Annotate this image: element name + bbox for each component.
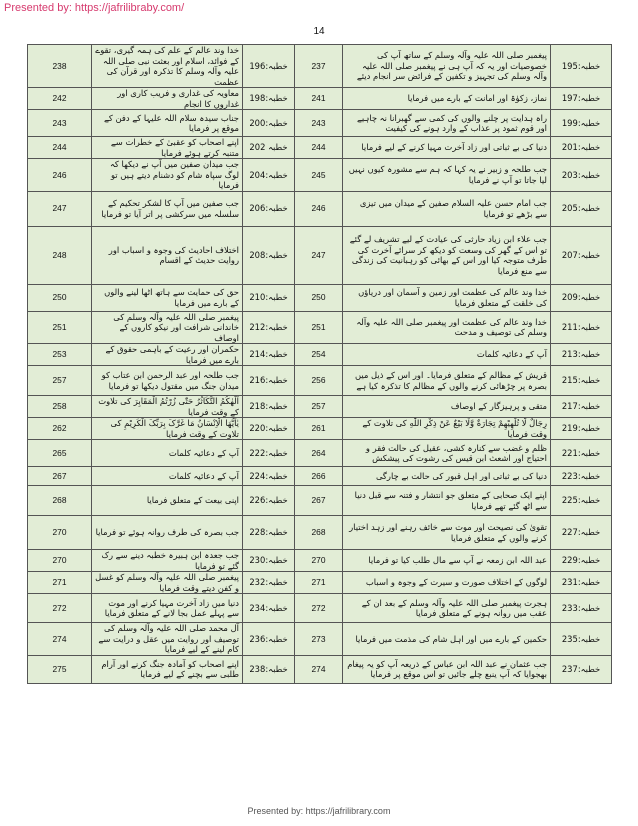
page-number-right: 274: [28, 623, 92, 656]
toc-row: [28, 467, 612, 486]
page-number-left: 261: [295, 418, 343, 440]
title-right: جب میدان صفین میں آپ نے دیکھا کہ لوگ سپاہ شام کو دشنام دیتے ہیں تو فرمایا: [92, 159, 243, 192]
khutba-right: خطبہ:236: [243, 623, 295, 656]
title-left: خدا وند عالم کی عظمت اور زمین و آسمان اور دریاؤں کی خلقت کے متعلق فرمایا: [343, 284, 551, 311]
page-number-left: 246: [295, 191, 343, 226]
title-right: جب بصرہ کی طرف روانہ ہوئے تو فرمایا: [92, 516, 243, 550]
page-number-left: 250: [295, 284, 343, 311]
khutba-right: خطبہ:210: [243, 284, 295, 311]
page-number-right: 268: [28, 486, 92, 516]
page-number-right: 243: [28, 110, 92, 137]
khutba-left: خطبہ:221: [551, 440, 612, 467]
title-right: آپ کے دعائیہ کلمات: [92, 440, 243, 467]
toc-row: [28, 311, 612, 344]
page-number-right: 238: [28, 45, 92, 88]
khutba-left: خطبہ:201: [551, 137, 612, 159]
khutba-right: خطبہ:226: [243, 486, 295, 516]
khutba-right: خطبہ:234: [243, 594, 295, 623]
title-right: اپنے اصحاب کو آمادہ جنگ کرنے اور آرام طلبی سے بچنے کے لیے فرمایا: [92, 655, 243, 683]
page-number-right: 272: [28, 594, 92, 623]
title-left: ظلم و غضب سے کنارہ کشی، عقیل کی حالت فقر و احتیاج اور اشعث ابن قیس کی رشوت کی پیشکش: [343, 440, 551, 467]
khutba-left: خطبہ:197: [551, 88, 612, 110]
title-right: جناب سیدہ سلام اللہ علیہا کے دفن کے موقع پر فرمایا: [92, 110, 243, 137]
khutba-right: خطبہ 202: [243, 137, 295, 159]
page-number-left: 244: [295, 137, 343, 159]
toc-row: [28, 516, 612, 550]
page-number-left: 254: [295, 344, 343, 366]
page-number-left: 256: [295, 366, 343, 396]
khutba-right: خطبہ:222: [243, 440, 295, 467]
page-number-right: 248: [28, 226, 92, 284]
khutba-right: خطبہ:214: [243, 344, 295, 366]
page-number-left: 243: [295, 110, 343, 137]
toc-row: [28, 284, 612, 311]
khutba-left: خطبہ:199: [551, 110, 612, 137]
page-number-right: 271: [28, 572, 92, 594]
title-right: معاویہ کی غداری و فریب کاری اور غداروں کا انجام: [92, 88, 243, 110]
contents-table: [27, 44, 612, 684]
page-number: 14: [313, 26, 325, 37]
title-right: آپ کے دعائیہ کلمات: [92, 467, 243, 486]
page-number-right: 251: [28, 311, 92, 344]
page-number-right: 253: [28, 344, 92, 366]
khutba-left: خطبہ:223: [551, 467, 612, 486]
khutba-right: خطبہ:220: [243, 418, 295, 440]
toc-row: [28, 418, 612, 440]
page-number-left: 271: [295, 572, 343, 594]
toc-row: [28, 191, 612, 226]
title-right: جب طلحہ اور عبد الرحمن ابن عتاب کو میدان جنگ میں مقتول دیکھا تو فرمایا: [92, 366, 243, 396]
khutba-right: خطبہ:230: [243, 550, 295, 572]
title-right: جب صفین میں آپ کا لشکر تحکیم کے سلسلہ میں سرکشی پر اتر آیا تو فرمایا: [92, 191, 243, 226]
toc-row: [28, 486, 612, 516]
page-number-right: 244: [28, 137, 92, 159]
khutba-right: خطبہ:196: [243, 45, 295, 88]
khutba-left: خطبہ:217: [551, 396, 612, 418]
title-left: خدا وند عالم کی عظمت اور پیغمبر صلی اللہ علیہ وآلہ وسلم کی توصیف و مدحت: [343, 311, 551, 344]
khutba-left: خطبہ:203: [551, 159, 612, 192]
toc-row: [28, 226, 612, 284]
title-right: حق کی حمایت سے ہاتھ اٹھا لینے والوں کے بارے میں فرمایا: [92, 284, 243, 311]
khutba-left: خطبہ:209: [551, 284, 612, 311]
khutba-right: خطبہ:208: [243, 226, 295, 284]
title-right: پیغمبر صلی اللہ علیہ وآلہ وسلم کو غسل و کفن دیتے وقت فرمایا: [92, 572, 243, 594]
khutba-right: خطبہ:238: [243, 655, 295, 683]
title-left: جب عثمان نے عبد اللہ ابن عباس کے ذریعہ آپ کو یہ پیغام بھجوایا کہ آپ ینبع چلے جائیں تو اس موقع پر فرمایا: [343, 655, 551, 683]
toc-row: [28, 159, 612, 192]
title-right: اپنی بیعت کے متعلق فرمایا: [92, 486, 243, 516]
page-number-right: 270: [28, 516, 92, 550]
toc-row: [28, 110, 612, 137]
title-left: جب امام حسن علیہ السلام صفین کے میدان میں تیزی سے بڑھے تو فرمایا: [343, 191, 551, 226]
page-number-right: 250: [28, 284, 92, 311]
presented-by-link[interactable]: Presented by: https://jafrilibraby.com/: [4, 2, 185, 14]
title-right: اپنے اصحاب کو عقبیٰ کے خطرات سے متنبہ کرتے ہوئے فرمایا: [92, 137, 243, 159]
khutba-left: خطبہ:237: [551, 655, 612, 683]
khutba-left: خطبہ:227: [551, 516, 612, 550]
page-number-right: 258: [28, 396, 92, 418]
khutba-right: خطبہ:228: [243, 516, 295, 550]
page-number-right: 247: [28, 191, 92, 226]
footer-link[interactable]: Presented by: https://jafrilibrary.com: [247, 806, 391, 816]
title-left: قریش کے مظالم کے متعلق فرمایا۔ اور اس کے ذیل میں بصرہ پر چڑھائی کرنے والوں کے مظالم کا تذکرہ کیا ہے: [343, 366, 551, 396]
title-right: آل محمد صلی اللہ علیہ وآلہ وسلم کی توصیف اور روایت میں عقل و درایت سے کام لینے کے لیے فرمایا: [92, 623, 243, 656]
page-number-left: 251: [295, 311, 343, 344]
title-left: تقویٰ کی نصیحت اور موت سے خائف رہنے اور زہد اختیار کرنے والوں کے متعلق فرمایا: [343, 516, 551, 550]
title-left: اپنے ایک صحابی کے متعلق جو انتشار و فتنہ سے قبل دنیا سے اٹھ گئے تھے فرمایا: [343, 486, 551, 516]
title-left: نماز، زکوٰۃ اور امانت کے بارے میں فرمایا: [343, 88, 551, 110]
page-number-right: 265: [28, 440, 92, 467]
title-left: لوگوں کے اختلاف صورت و سیرت کے وجوہ و اسباب: [343, 572, 551, 594]
page-number-left: 266: [295, 467, 343, 486]
title-left: حکمین کے بارے میں اور اہل شام کی مذمت میں فرمایا: [343, 623, 551, 656]
page-number-left: 268: [295, 516, 343, 550]
toc-row: [28, 623, 612, 656]
toc-row: [28, 137, 612, 159]
toc-row: [28, 655, 612, 683]
khutba-right: خطبہ:224: [243, 467, 295, 486]
toc-row: [28, 440, 612, 467]
khutba-left: خطبہ:229: [551, 550, 612, 572]
page-number-left: 257: [295, 396, 343, 418]
title-left: ہجرت پیغمبر صلی اللہ علیہ وآلہ وسلم کے بعد ان کے عقب میں روانہ ہونے کے متعلق فرمایا: [343, 594, 551, 623]
page-number-left: 272: [295, 594, 343, 623]
title-left: جب علاء ابن زیاد حارثی کی عیادت کے لیے تشریف لے گئے تو اس کے گھر کی وسعت کو دیکھ کر سرائے آخرت کی طرف متوجہ کیا اور اس کے بھائی کو رہبانیت کی زندگی سے منع فرمایا: [343, 226, 551, 284]
page-number-right: 270: [28, 550, 92, 572]
khutba-right: خطبہ:232: [243, 572, 295, 594]
khutba-left: خطبہ:215: [551, 366, 612, 396]
khutba-left: خطبہ:207: [551, 226, 612, 284]
page-number-left: 270: [295, 550, 343, 572]
title-left: متقی و پرہیزگار کے اوصاف: [343, 396, 551, 418]
khutba-left: خطبہ:213: [551, 344, 612, 366]
khutba-left: خطبہ:235: [551, 623, 612, 656]
khutba-right: خطبہ:216: [243, 366, 295, 396]
khutba-left: خطبہ:205: [551, 191, 612, 226]
toc-row: [28, 594, 612, 623]
toc-row: [28, 45, 612, 88]
khutba-left: خطبہ:225: [551, 486, 612, 516]
khutba-left: خطبہ:233: [551, 594, 612, 623]
khutba-left: خطبہ:211: [551, 311, 612, 344]
page-number-right: 242: [28, 88, 92, 110]
title-right: خدا وند عالم کے علم کی ہمہ گیری، تقوے کے فوائد، اسلام اور بعثت نبی صلی اللہ علیہ وآلہ وسلم کا تذکرہ اور قرآن کی عظمت: [92, 45, 243, 88]
khutba-left: خطبہ:195: [551, 45, 612, 88]
page-number-left: 241: [295, 88, 343, 110]
title-right: دنیا میں زاد آخرت مہیا کرنے اور موت سے پہلے عمل بجا لانے کے متعلق فرمایا: [92, 594, 243, 623]
title-left: پیغمبر صلی اللہ علیہ وآلہ وسلم کے ساتھ آپ کی خصوصیات اور یہ کہ آپ ہی نے پیغمبر صلی اللہ علیہ وآلہ وسلم کی تجہیز و تکفین کے فرائض سر انجام دیئے: [343, 45, 551, 88]
page-number-left: 273: [295, 623, 343, 656]
khutba-right: خطبہ:198: [243, 88, 295, 110]
page-number-left: 247: [295, 226, 343, 284]
title-right: یٰاَیُّهَا الْاِنْسَانُ مَا غَرَّکَ بِرَبِّکَ الْکَرِیْمِ کی تلاوت کے وقت فرمایا: [92, 418, 243, 440]
title-left: دنیا کی بے ثباتی اور اہل قبور کی حالت بے چارگی: [343, 467, 551, 486]
toc-row: [28, 550, 612, 572]
khutba-right: خطبہ:218: [243, 396, 295, 418]
title-right: جب جعدہ ابن ہبیرہ خطبہ دینے سے رک گئے تو فرمایا: [92, 550, 243, 572]
page-number-right: 257: [28, 366, 92, 396]
title-left: رِجَالٌ لَّا تُلْهِیْهِمْ تِجَارَةٌ وَّلَا بَیْعٌ عَنْ ذِکْرِ اللّٰهِ کی تلاوت کے وقت فرمایا: [343, 418, 551, 440]
toc-row: [28, 344, 612, 366]
khutba-right: خطبہ:200: [243, 110, 295, 137]
page-number-right: 267: [28, 467, 92, 486]
khutba-right: خطبہ:212: [243, 311, 295, 344]
page-number-left: 245: [295, 159, 343, 192]
title-left: جب طلحہ و زبیر نے یہ کہا کہ ہم سے مشورہ کیوں نہیں لیا جاتا تو آپ نے فرمایا: [343, 159, 551, 192]
title-left: آپ کے دعائیہ کلمات: [343, 344, 551, 366]
page-number-left: 274: [295, 655, 343, 683]
toc-row: [28, 366, 612, 396]
page-number-left: 267: [295, 486, 343, 516]
title-right: اَلْهٰکُمُ التَّکَاثُرُ حَتّٰی زُرْتُمُ الْمَقَابِرَ کی تلاوت کے وقت فرمایا: [92, 396, 243, 418]
title-right: پیغمبر صلی اللہ علیہ وآلہ وسلم کی خاندانی شرافت اور نیکو کاروں کے اوصاف: [92, 311, 243, 344]
khutba-left: خطبہ:231: [551, 572, 612, 594]
title-left: عبد اللہ ابن زمعہ نے آپ سے مال طلب کیا تو فرمایا: [343, 550, 551, 572]
khutba-right: خطبہ:206: [243, 191, 295, 226]
title-right: حکمران اور رعیت کے باہمی حقوق کے بارے میں فرمایا: [92, 344, 243, 366]
page-number-left: 264: [295, 440, 343, 467]
title-left: راہ ہدایت پر چلنے والوں کی کمی سے گھبرانا نہ چاہیے اور قوم ثمود پر عذاب کے وارد ہونے کی کیفیت: [343, 110, 551, 137]
toc-row: [28, 572, 612, 594]
khutba-right: خطبہ:204: [243, 159, 295, 192]
khutba-left: خطبہ:219: [551, 418, 612, 440]
title-left: دنیا کی بے ثباتی اور زاد آخرت مہیا کرنے کے لیے فرمایا: [343, 137, 551, 159]
page-number-right: 246: [28, 159, 92, 192]
page-number-right: 275: [28, 655, 92, 683]
page-number-left: 237: [295, 45, 343, 88]
title-right: اختلاف احادیث کی وجوہ و اسباب اور روایت حدیث کے اقسام: [92, 226, 243, 284]
toc-row: [28, 396, 612, 418]
page-number-right: 262: [28, 418, 92, 440]
toc-row: [28, 88, 612, 110]
